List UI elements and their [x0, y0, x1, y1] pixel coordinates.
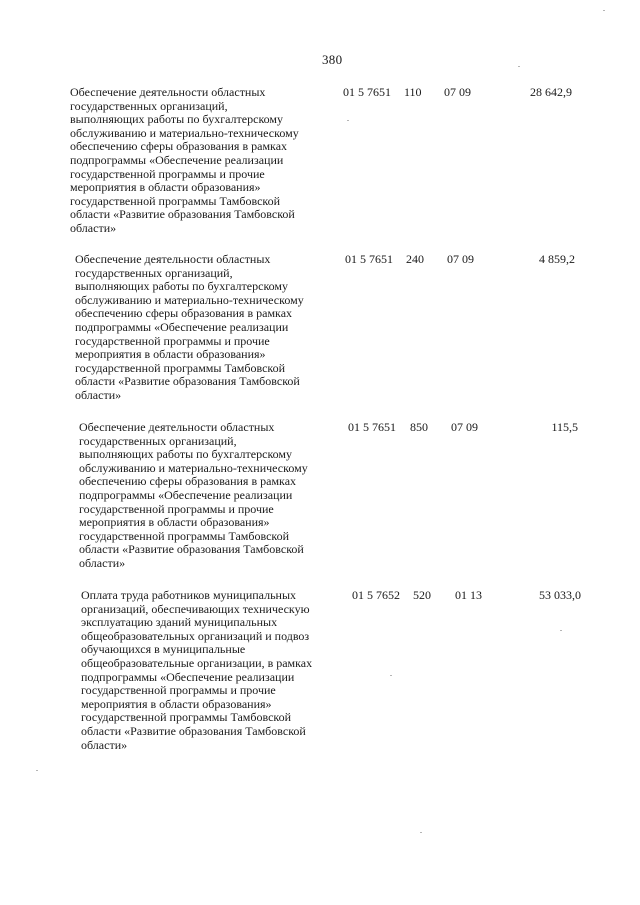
row-expense-type: 520: [413, 588, 431, 602]
row-expense-type: 240: [406, 252, 424, 266]
row-code: 01 5 7651: [345, 252, 393, 266]
scan-speck: [347, 120, 349, 121]
row-expense-type: 850: [410, 420, 428, 434]
page-number: 380: [322, 52, 343, 67]
scan-speck: [518, 66, 520, 67]
row-amount: 28 642,9: [530, 85, 572, 99]
row-section: 01 13: [455, 588, 482, 602]
row-description: Обеспечение деятельности областных государственных организаций, выполняющих работы по бухгалтерскому обслуживанию и материально-техническому обеспечению сферы образования в рамках подпрограммы «Обеспечение реализации государственной программы и прочие мероприятия в области образования» государственной программы Тамбовской области «Развитие образования Тамбовской области»: [75, 252, 304, 402]
scan-speck: [390, 675, 392, 676]
row-description: Обеспечение деятельности областных государственных организаций, выполняющих работы по бухгалтерскому обслуживанию и материально-техническому обеспечению сферы образования в рамках подпрограммы «Обеспечение реализации государственной программы и прочие мероприятия в области образования» государственной программы Тамбовской области «Развитие образования Тамбовской области»: [70, 85, 299, 235]
row-expense-type: 110: [404, 85, 422, 99]
scan-speck: [36, 770, 38, 771]
scan-speck: [603, 10, 605, 11]
scan-speck: [420, 832, 422, 833]
row-code: 01 5 7651: [348, 420, 396, 434]
scan-speck: [560, 630, 562, 631]
row-code: 01 5 7651: [343, 85, 391, 99]
row-amount: 115,5: [551, 420, 578, 434]
table-row: [0, 86, 640, 246]
row-section: 07 09: [447, 252, 474, 266]
row-section: 07 09: [451, 420, 478, 434]
row-description: Обеспечение деятельности областных государственных организаций, выполняющих работы по бухгалтерскому обслуживанию и материально-техническому обеспечению сферы образования в рамках подпрограммы «Обеспечение реализации государственной программы и прочие мероприятия в области образования» государственной программы Тамбовской области «Развитие образования Тамбовской области»: [79, 420, 308, 570]
table-row: [0, 421, 640, 581]
row-description: Оплата труда работников муниципальных организаций, обеспечивающих техническую эксплуатацию зданий муниципальных общеобразовательных организаций и подвоз обучающихся в муниципальные общеобразовательные организации, в рамках подпрограммы «Обеспечение реализации государственной программы и прочие мероприятия в области образования» государственной программы Тамбовской области «Развитие образования Тамбовской области»: [81, 588, 313, 752]
row-amount: 4 859,2: [539, 252, 575, 266]
row-code: 01 5 7652: [352, 588, 400, 602]
table-row: [0, 588, 640, 752]
row-amount: 53 033,0: [539, 588, 581, 602]
table-row: [0, 253, 640, 413]
row-section: 07 09: [444, 85, 471, 99]
